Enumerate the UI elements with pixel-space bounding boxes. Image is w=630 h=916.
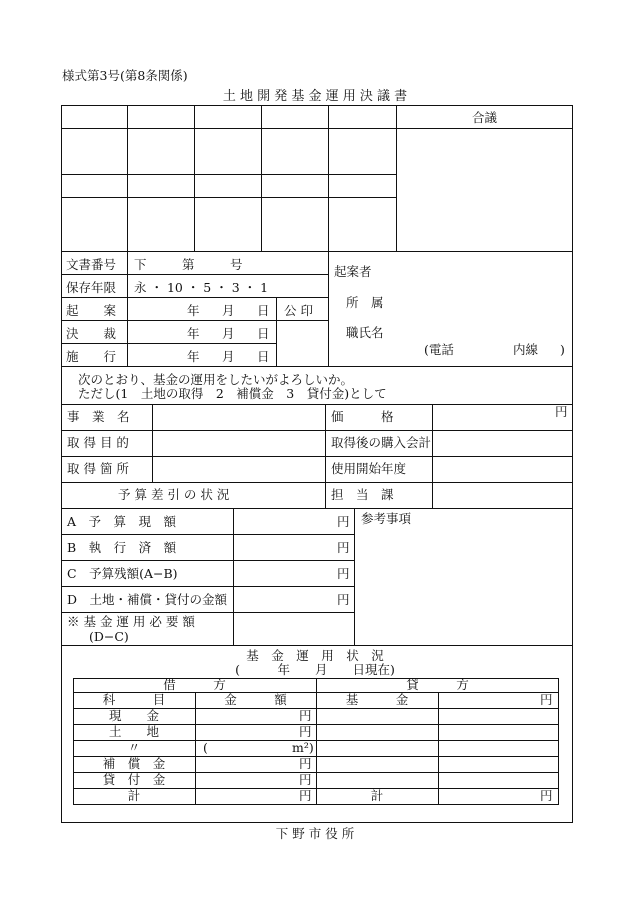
phone-label: (電話 (424, 342, 454, 357)
budget-line-2 (61, 560, 354, 561)
budget-col-2 (354, 508, 355, 645)
budget-d-yen: 円 (337, 592, 350, 607)
shiko-day: 日 (257, 349, 270, 364)
info-col-2 (276, 297, 277, 366)
col-kamoku: 科 目 (102, 692, 166, 707)
konyu-kaikei-label: 取得後の購入会計 (331, 435, 432, 450)
kian-year: 年 (187, 303, 200, 318)
total-credit-yen: 円 (540, 788, 553, 803)
kakaku-yen: 円 (555, 404, 568, 419)
row-tochi: 土 地 (108, 724, 159, 739)
shiko-year: 年 (187, 349, 200, 364)
section-divider-3 (61, 645, 573, 646)
items-line-1 (61, 430, 573, 431)
section-divider-2 (61, 366, 573, 367)
office-name: 下 野 市 役 所 (275, 826, 355, 841)
kessai-label: 決 裁 (66, 326, 117, 341)
approval-line-1 (61, 174, 396, 175)
genkin-yen: 円 (299, 708, 312, 723)
info-col-3 (328, 251, 329, 366)
phone-close: ) (560, 342, 565, 357)
approval-col-1 (127, 105, 128, 251)
hoshokin-yen: 円 (299, 756, 312, 771)
budget-line-1 (61, 534, 354, 535)
col-kingaku: 金 額 (224, 692, 287, 707)
budget-d-label: D 土地・補償・貸付の金額 (67, 592, 228, 607)
kessai-month: 月 (222, 326, 235, 341)
fund-as-of: ( 年 月 日現在) (235, 662, 395, 677)
items-line-2 (61, 456, 573, 457)
kian-label: 起 案 (66, 303, 117, 318)
budget-a-label: A 予 算 現 額 (67, 514, 177, 529)
items-line-3 (61, 482, 573, 483)
document-title: 土 地 開 発 基 金 運 用 決 議 書 (222, 89, 408, 104)
info-col-1 (127, 251, 128, 366)
budget-col-1 (233, 508, 234, 645)
budget-e-label: ※ 基 金 運 用 必 要 額 (67, 614, 195, 629)
budget-b-yen: 円 (337, 540, 350, 555)
row-kashitsukekin: 貸 付 金 (102, 772, 166, 787)
approval-col-4 (328, 105, 329, 251)
info-line-1 (61, 274, 328, 275)
doc-no-suffix: 号 (230, 257, 243, 272)
budget-e-formula: (D−C) (89, 629, 129, 644)
shiko-label: 施 行 (66, 349, 117, 364)
shutoku-kasho-label: 取 得 箇 所 (67, 461, 129, 476)
info-line-4 (61, 343, 276, 344)
drafter-label: 起案者 (334, 264, 372, 279)
name-label: 職氏名 (346, 325, 384, 340)
budget-a-yen: 円 (337, 514, 350, 529)
request-line-1: 次のとおり、基金の運用をしたいがよろしいか。 (78, 372, 354, 387)
row-genkin: 現 金 (108, 708, 159, 723)
affiliation-label: 所 属 (346, 295, 384, 310)
fund-title: 基 金 運 用 状 況 (246, 648, 384, 663)
form-number: 様式第3号(第8条関係) (62, 68, 188, 83)
kian-month: 月 (222, 303, 235, 318)
tochi-yen: 円 (299, 724, 312, 739)
kessai-day: 日 (257, 326, 270, 341)
budget-line-3 (61, 586, 354, 587)
kikin-yen: 円 (540, 692, 553, 707)
ditto-paren: ( (203, 740, 208, 755)
doc-no-mid: 第 (182, 257, 195, 272)
kakaku-label: 価 格 (331, 409, 394, 424)
credit-header: 貸 方 (406, 677, 469, 692)
budget-c-label: C 予算残額(A−B) (67, 566, 178, 581)
approval-header-line (61, 128, 573, 129)
budget-c-yen: 円 (337, 566, 350, 581)
row-ditto: 〃 (127, 740, 141, 755)
retention-value: 永 ・ 10 ・ 5 ・ 3 ・ 1 (134, 280, 269, 295)
row-total-credit: 計 (370, 788, 384, 803)
doc-no-prefix: 下 (134, 257, 147, 272)
row-hoshokin: 補 償 金 (102, 756, 166, 771)
approval-col-2 (194, 105, 195, 251)
budget-b-label: B 執 行 済 額 (67, 540, 177, 555)
kian-day: 日 (257, 303, 270, 318)
extension-label: 内線 (513, 342, 539, 357)
approval-line-2 (61, 197, 396, 198)
items-top-line (61, 404, 573, 405)
row-total-debit: 計 (127, 788, 141, 803)
notes-label: 参考事項 (361, 511, 412, 526)
yosan-sashihiki-label: 予 算 差 引 の 状 況 (118, 487, 230, 502)
debit-header: 借 方 (163, 677, 226, 692)
info-line-2 (61, 297, 328, 298)
retention-label: 保存年限 (66, 280, 117, 295)
koin-label: 公 印 (284, 303, 313, 318)
section-divider-1 (61, 251, 573, 252)
kessai-year: 年 (187, 326, 200, 341)
jigyomei-label: 事 業 名 (67, 409, 130, 424)
shiyo-kaishi-label: 使用開始年度 (331, 461, 407, 476)
request-line-2: ただし(1 土地の取得 2 補償金 3 貸付金)として (78, 386, 387, 401)
items-line-4 (61, 508, 573, 509)
tanto-ka-label: 担 当 課 (331, 487, 394, 502)
total-debit-yen: 円 (299, 788, 312, 803)
ditto-sqm: m²) (292, 740, 314, 755)
approval-col-5 (396, 105, 397, 251)
col-kikin: 基 金 (345, 692, 409, 707)
doc-no-label: 文書番号 (66, 257, 117, 272)
budget-line-4 (61, 612, 354, 613)
approval-col-3 (261, 105, 262, 251)
goi-label: 合議 (472, 110, 498, 125)
items-col-1 (152, 404, 153, 482)
kashitsukekin-yen: 円 (299, 772, 312, 787)
shiko-month: 月 (222, 349, 235, 364)
shutoku-mokuteki-label: 取 得 目 的 (67, 435, 129, 450)
info-line-3 (61, 320, 328, 321)
